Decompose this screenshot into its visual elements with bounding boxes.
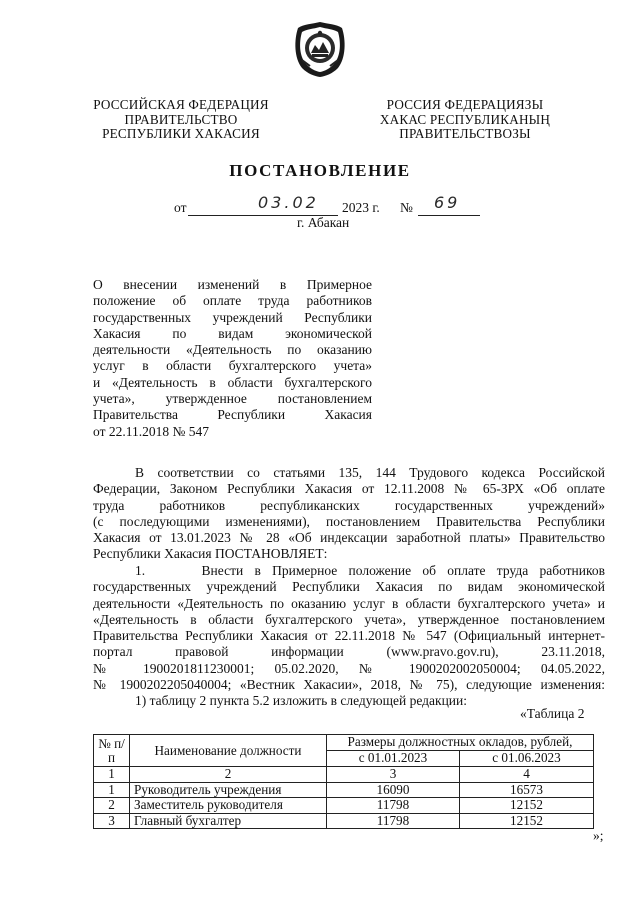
item-1-line: № 1900201811230001; 05.02.2020, № 1900202002050004; 04.05.2022, — [93, 660, 605, 676]
item-1-line: 1. Внести в Примерное положение об оплате труда работников — [135, 563, 605, 578]
header-left-line: РЕСПУБЛИКИ ХАКАСИЯ — [102, 126, 260, 141]
table-cell: 3 — [94, 813, 130, 829]
subitem-1: 1) таблицу 2 пункта 5.2 изложить в следующей редакции: — [135, 693, 467, 709]
handwritten-number: 69 — [434, 193, 461, 212]
table-tail: »; — [593, 828, 604, 843]
table-cell: 2 — [94, 798, 130, 814]
number-underline — [418, 215, 480, 216]
subject-line: Правительства Республики Хакасия — [93, 407, 372, 423]
item-1-line: «Деятельность в области бухгалтерского учета», утвержденное постановлением — [93, 611, 605, 627]
salary-table — [93, 734, 594, 829]
table-cell: 16090 — [327, 782, 460, 798]
header-right — [372, 98, 558, 142]
table-cell: Руководитель учреждения — [130, 782, 327, 798]
item-1-line: деятельности «Деятельность по оказанию услуг в области бухгалтерского учета» и — [93, 595, 605, 611]
col-header-no: № п/п — [94, 735, 130, 767]
subject-line: и «Деятельность в области бухгалтерского — [93, 374, 372, 390]
preamble-line: (с последующими изменениями), постановлением Правительства Республики — [93, 513, 605, 529]
table-cell: 11798 — [327, 798, 460, 814]
header-right-line: ПРАВИТЕЛЬСТВОЗЫ — [399, 126, 531, 141]
item-1-line: портал правовой информации (www.pravo.gov.ru), 23.11.2018, — [93, 644, 605, 660]
table-row — [94, 782, 594, 798]
subject-line: положение об оплате труда работников — [93, 293, 372, 309]
table-cell: 2 — [130, 767, 327, 783]
subject-line: учета», утвержденное постановлением — [93, 391, 372, 407]
preamble-line: Федерации, Законом Республики Хакасия от 12.11.2008 № 65-ЗРХ «Об оплате — [93, 481, 605, 497]
table-cell: 11798 — [327, 813, 460, 829]
document-title: ПОСТАНОВЛЕНИЕ — [229, 161, 411, 180]
table-cell: 16573 — [460, 782, 594, 798]
handwritten-date: 03.02 — [258, 193, 319, 212]
col-header-salaries: Размеры должностных окладов, рублей, — [327, 735, 594, 751]
header-right-line: РОССИЯ ФЕДЕРАЦИЯЗЫ — [386, 97, 544, 112]
header-left-line: ПРАВИТЕЛЬСТВО — [124, 111, 238, 127]
item-1-line: № 1900202205040004; «Вестник Хакасии», 2018, № 75), следующие изменения: — [93, 677, 605, 693]
table-row — [94, 813, 594, 829]
table-cell: 4 — [460, 767, 594, 783]
date-year: 2023 г. — [342, 200, 380, 215]
table-cell: Заместитель руководителя — [130, 798, 327, 814]
header-left — [88, 98, 274, 142]
subject-block — [93, 277, 372, 440]
col-header-date2: с 01.06.2023 — [460, 751, 594, 767]
table-index-row — [94, 767, 594, 783]
date-prefix: от — [174, 200, 187, 215]
preamble-line: труда работников республиканских государственных учреждений» — [93, 497, 605, 513]
item-1 — [93, 563, 605, 710]
subject-line: О внесении изменений в Примерное — [93, 277, 372, 292]
header-right-line: ХАКАС РЕСПУБЛИКАНЫҢ — [379, 111, 551, 127]
coat-of-arms-icon — [292, 20, 348, 78]
preamble-line: Республики Хакасия ПОСТАНОВЛЯЕТ: — [93, 546, 328, 562]
preamble-line: В соответствии со статьями 135, 144 Трудового кодекса Российской — [135, 465, 605, 480]
number-sign: № — [400, 200, 413, 215]
table-cell: 1 — [94, 782, 130, 798]
col-header-name: Наименование должности — [130, 735, 327, 767]
table-row — [94, 798, 594, 814]
preamble — [93, 465, 605, 563]
item-1-line: государственных учреждений Республики Хакасия по видам экономической — [93, 579, 605, 595]
col-header-date1: с 01.01.2023 — [327, 751, 460, 767]
subject-line: деятельности «Деятельность по оказанию — [93, 342, 372, 358]
item-1-line: Правительства Республики Хакасия от 22.11.2018 № 547 (Официальный интернет- — [93, 628, 605, 644]
table-caption: «Таблица 2 — [520, 706, 585, 721]
preamble-line: Хакасия от 13.01.2023 № 28 «Об индексации заработной платы» Правительство — [93, 530, 605, 546]
subject-line: Хакасия по видам экономической — [93, 325, 372, 341]
table-cell: 1 — [94, 767, 130, 783]
table-cell: 3 — [327, 767, 460, 783]
subject-line: услуг в области бухгалтерского учета» — [93, 358, 372, 374]
table-cell: 12152 — [460, 798, 594, 814]
table-cell: Главный бухгалтер — [130, 813, 327, 829]
subject-line: государственных учреждений Республики — [93, 309, 372, 325]
header-left-line: РОССИЙСКАЯ ФЕДЕРАЦИЯ — [93, 97, 269, 112]
city: г. Абакан — [297, 215, 350, 230]
subject-line: от 22.11.2018 № 547 — [93, 423, 209, 439]
table-cell: 12152 — [460, 813, 594, 829]
